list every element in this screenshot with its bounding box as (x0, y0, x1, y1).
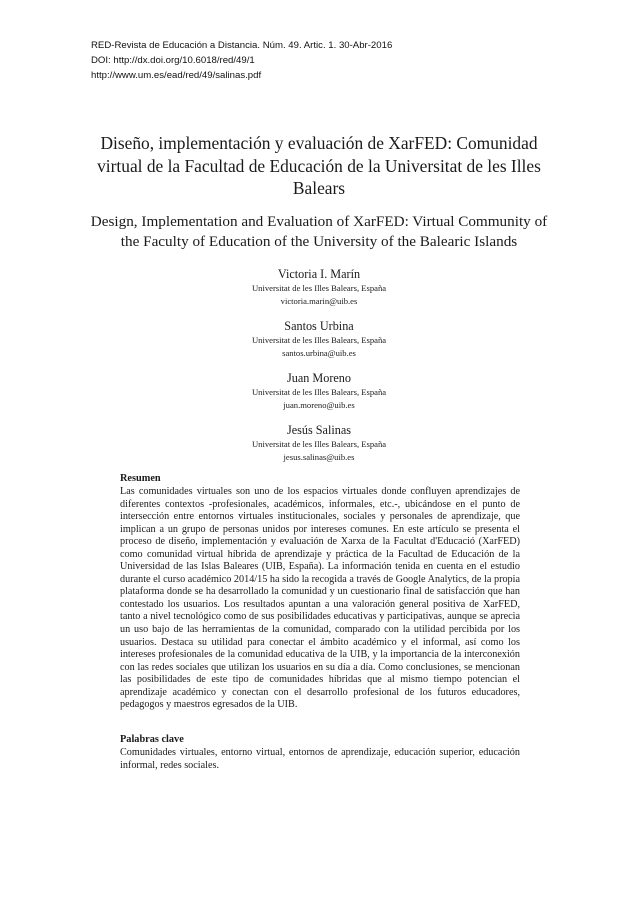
author-email[interactable]: santos.urbina@uib.es (282, 348, 356, 358)
abstract-text: Las comunidades virtuales son uno de los espacios virtuales donde confluyen aprendizajes de diferentes contextos -profesionales, académicos, informales, etc.-, ubicándose en el punto de intersección entre entornos virtuales institucionales, sociales y personales de aprendizaje, que implican a un grupo de personas unidos por intereses comunes. En este artículo se presenta el proceso de diseño, implementación y evaluación de Xarxa de la Facultat d'Educació (XarFED) como comunidad virtual híbrida de aprendizaje y práctica de la Facultad de Educación de la Universidad de las Islas Baleares (UIB, España). La información tenida en cuenta en el estudio durante el curso académico 2014/15 ha sido la recogida a través de Google Analytics, de la propia plataforma donde se ha desarrollado la comunidad y un cuestionario final de satisfacción que han contestado los usuarios. Los resultados apuntan a una valoración general positiva de XarFED, tanto a nivel tecnológico como de sus posibilidades educativas y participativas, aunque se aprecia un uso bajo de las herramientas de la comunidad, comparado con la utilidad percibida por los usuarios. Destaca su utilidad para conectar el ámbito académico y el informal, así como los intereses profesionales de la comunidad educativa de la UIB, y la importancia de la interconexión con las redes sociales que utilizan los usuarios en su día a día. Como conclusiones, se mencionan las posibilidades de este tipo de comunidades híbridas que al mismo tiempo potencian el aprendizaje académico y conectan con el desarrollo profesional de los futuros educadores, pedagogos y maestros egresados de la UIB. (120, 486, 520, 711)
author-email[interactable]: victoria.marin@uib.es (280, 296, 358, 306)
author-affiliation: Universitat de les Illes Balears, España (251, 439, 387, 449)
keywords-heading: Palabras clave (120, 734, 184, 745)
keywords-text: Comunidades virtuales, entorno virtual, entornos de aprendizaje, educación superior, educación informal, redes sociales. (120, 747, 520, 771)
author-email[interactable]: juan.moreno@uib.es (283, 400, 355, 410)
author-list (0, 266, 638, 474)
journal-header (91, 38, 392, 83)
abstract-heading: Resumen (120, 473, 161, 484)
author-affiliation: Universitat de les Illes Balears, España (251, 387, 387, 397)
author-block (0, 422, 638, 464)
journal-citation: RED-Revista de Educación a Distancia. Núm. 49. Artic. 1. 30-Abr-2016 (91, 40, 393, 51)
keywords-section (120, 733, 520, 772)
author-name: Santos Urbina (284, 319, 354, 333)
author-block (0, 266, 638, 308)
author-affiliation: Universitat de les Illes Balears, España (251, 283, 387, 293)
pdf-url-link[interactable]: http://www.um.es/ead/red/49/salinas.pdf (91, 70, 262, 81)
author-email[interactable]: jesus.salinas@uib.es (283, 452, 355, 462)
author-block (0, 318, 638, 360)
doi-link[interactable]: DOI: http://dx.doi.org/10.6018/red/49/1 (91, 55, 255, 66)
author-name: Victoria I. Marín (277, 267, 361, 281)
author-block (0, 370, 638, 412)
author-name: Jesús Salinas (287, 423, 351, 437)
author-name: Juan Moreno (287, 371, 351, 385)
title-spanish: Diseño, implementación y evaluación de XarFED: Comunidad virtual de la Facultad de Educación de la Universitat de les Illes Balears (97, 133, 541, 198)
title-english: Design, Implementation and Evaluation of XarFED: Virtual Community of the Faculty of Education of the University of the Balearic Islands (90, 213, 548, 250)
abstract-section (120, 472, 520, 712)
author-affiliation: Universitat de les Illes Balears, España (251, 335, 387, 345)
